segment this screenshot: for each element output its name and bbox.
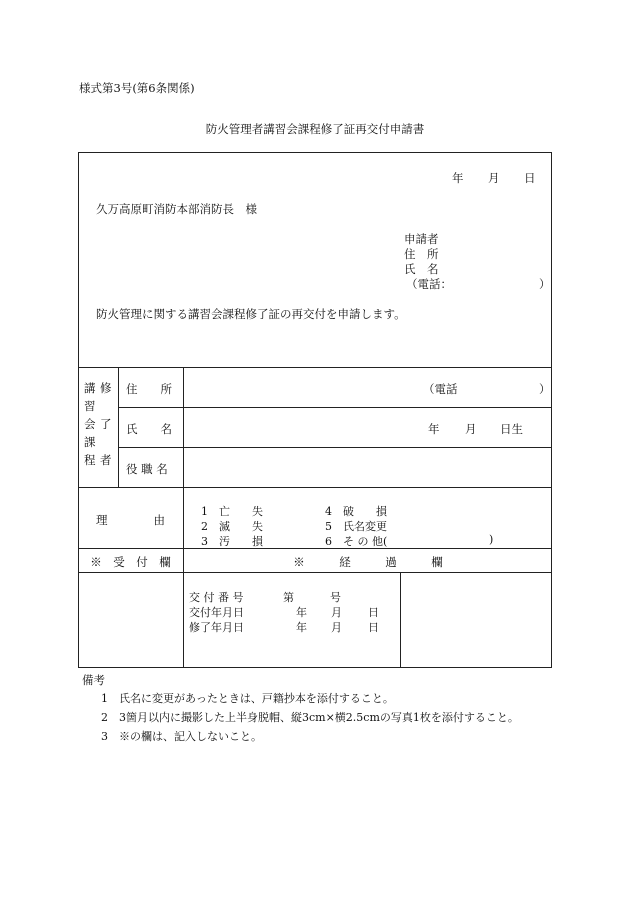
completion-date-month: 月 <box>331 621 342 634</box>
reason-item-1: 1 亡 失 <box>201 505 263 518</box>
issue-date-month: 月 <box>331 606 342 619</box>
applicant-phone-label: （電話： <box>406 277 452 291</box>
graduate-side-label <box>78 380 118 480</box>
notes-heading: 備考 <box>82 673 105 687</box>
form-number: 様式第3号(第6条関係) <box>79 81 195 95</box>
graduate-title-label: 役 職 名 <box>126 462 168 476</box>
application-statement: 防火管理に関する講習会課程修了証の再交付を申請します。 <box>96 307 406 321</box>
side-label-char: 習 <box>84 399 96 413</box>
reason-other-close: ) <box>489 533 494 546</box>
applicant-address-label: 住 所 <box>404 247 439 261</box>
side-label-char: 程 <box>84 453 96 467</box>
graduate-address-label: 住 所 <box>126 382 172 396</box>
divider-side-label <box>118 367 119 487</box>
form-table <box>78 152 552 668</box>
date-month-label: 月 <box>488 171 500 185</box>
reason-label: 理 由 <box>96 513 165 527</box>
side-label-char: 修 <box>100 381 112 395</box>
completion-date-label: 修了年月日 <box>189 621 244 634</box>
date-year-label: 年 <box>452 171 464 185</box>
addressee: 久万高原町消防本部消防長 様 <box>96 202 257 216</box>
issue-number-dai: 第 <box>283 591 294 604</box>
note-item-2: 2 3箇月以内に撮影した上半身脱帽、縦3cm×横2.5cmの写真1枚を添付すること。 <box>101 711 519 724</box>
issue-date-year: 年 <box>296 606 307 619</box>
graduate-name-label: 氏 名 <box>126 422 172 436</box>
side-label-char: 了 <box>100 417 112 431</box>
note-item-3: 3 ※の欄は、記入しないこと。 <box>101 730 262 743</box>
document-title: 防火管理者講習会課程修了証再交付申請書 <box>205 122 425 136</box>
reason-item-3: 3 汚 損 <box>201 535 263 548</box>
divider-reason-bottom <box>78 548 552 549</box>
applicant-label: 申請者 <box>404 232 439 246</box>
divider-header-bottom <box>78 367 552 368</box>
reason-item-4: 4 破 損 <box>325 505 387 518</box>
side-label-char: 会 <box>84 417 96 431</box>
birth-month-label: 月 <box>465 422 477 436</box>
completion-date-day: 日 <box>368 621 379 634</box>
divider-graduate-bottom <box>78 487 552 488</box>
side-label-char: 講 <box>84 381 96 395</box>
reception-label: ※ 受 付 欄 <box>90 555 171 569</box>
reason-item-2: 2 滅 失 <box>201 520 263 533</box>
birth-year-label: 年 <box>428 422 440 436</box>
side-label-char: 者 <box>100 453 112 467</box>
issue-date-label: 交付年月日 <box>189 606 244 619</box>
applicant-name-label: 氏 名 <box>404 262 439 276</box>
date-day-label: 日 <box>524 171 536 185</box>
note-item-1: 1 氏名に変更があったときは、戸籍抄本を添付すること。 <box>101 692 394 705</box>
divider-progress-note <box>400 572 401 668</box>
issue-number-go: 号 <box>330 591 341 604</box>
graduate-phone-close: ） <box>539 382 551 396</box>
progress-label: ※ 経 過 欄 <box>293 555 443 569</box>
birth-day-label: 日生 <box>500 422 523 436</box>
graduate-phone-label: （電話 <box>423 382 458 396</box>
reason-item-6: 6 そ の 他( <box>325 535 388 548</box>
divider-reason-label <box>183 487 184 668</box>
completion-date-year: 年 <box>296 621 307 634</box>
divider-office-header <box>78 572 552 573</box>
reason-item-5: 5 氏名変更 <box>325 520 387 533</box>
applicant-phone-close: ） <box>539 277 551 291</box>
issue-date-day: 日 <box>368 606 379 619</box>
issue-number-label: 交 付 番 号 <box>189 591 244 604</box>
divider-graduate-field-labels <box>183 367 184 487</box>
side-label-char: 課 <box>84 435 96 449</box>
